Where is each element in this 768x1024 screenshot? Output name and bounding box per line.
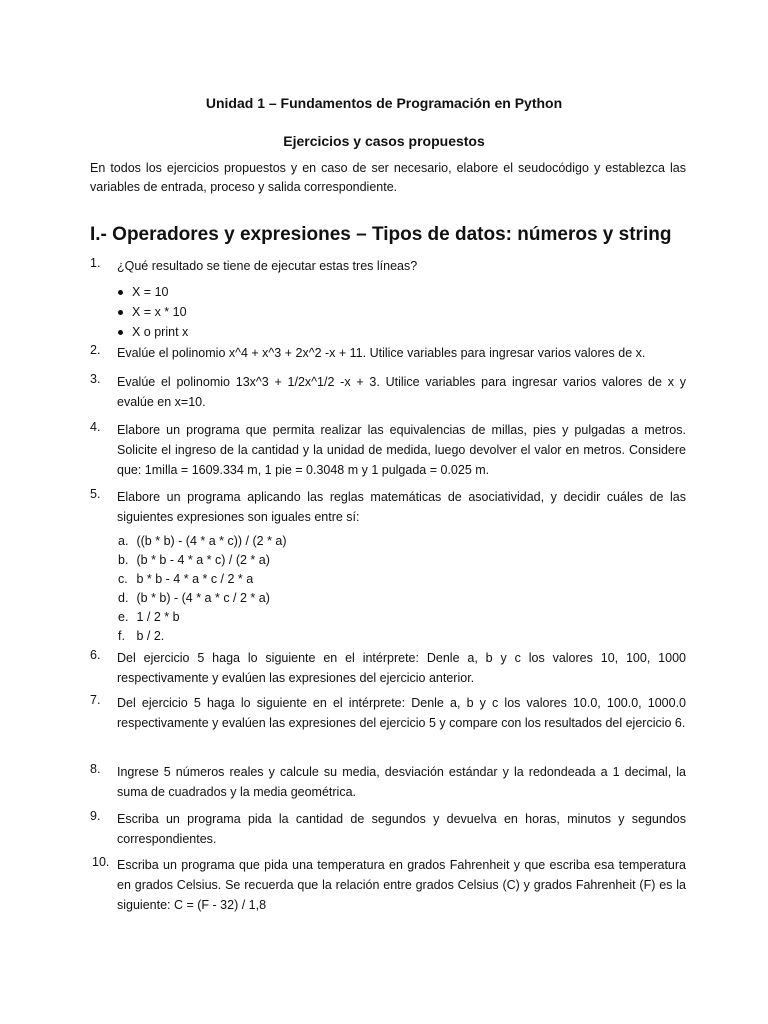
sub-item-label: a. — [118, 534, 129, 548]
item-number: 5. — [90, 487, 101, 501]
sub-item-label: e. — [118, 610, 129, 624]
sub-item-label: c. — [118, 572, 128, 586]
intro-paragraph: En todos los ejercicios propuestos y en caso de ser necesario, elabore el seudocódigo y establezca las variables de entrada, proceso y salida correspondiente. — [90, 161, 686, 194]
bullet-item — [118, 285, 169, 299]
bullet-text: X = x * 10 — [132, 305, 187, 319]
item-text: Del ejercicio 5 haga lo siguiente en el intérprete: Denle a, b y c los valores 10, 100, 1000 respectivamente y evalúen las expresiones del ejercicio anterior. — [117, 651, 686, 685]
bullet-item — [118, 325, 188, 339]
item-text: Escriba un programa que pida una temperatura en grados Fahrenheit y que escriba esa temperatura en grados Celsius. Se recuerda que la relación entre grados Celsius (C) y grados Fahrenheit (F) es la siguiente: C = (F - 32) / 1,8 — [117, 858, 686, 912]
bullet-icon — [118, 290, 123, 295]
item-number: 1. — [90, 256, 101, 270]
sub-item — [118, 629, 164, 643]
sub-item — [118, 534, 287, 548]
item-text: Evalúe el polinomio x^4 + x^3 + 2x^2 -x + 11. Utilice variables para ingresar varios valores de x. — [117, 346, 646, 360]
document-subtitle: Ejercicios y casos propuestos — [283, 133, 485, 149]
sub-item — [118, 591, 270, 605]
sub-item-text: b * b - 4 * a * c / 2 * a — [136, 572, 254, 586]
item-text: ¿Qué resultado se tiene de ejecutar estas tres líneas? — [117, 259, 418, 273]
bullet-icon — [118, 330, 123, 335]
section-heading: I.- Operadores y expresiones – Tipos de datos: números y string — [90, 224, 672, 245]
item-number: 7. — [90, 693, 101, 707]
sub-item-text: (b * b) - (4 * a * c / 2 * a) — [136, 591, 270, 605]
item-text: Evalúe el polinomio 13x^3 + 1/2x^1/2 -x + 3. Utilice variables para ingresar varios valores de x y evalúe en x=10. — [117, 375, 686, 409]
sub-item — [118, 572, 253, 586]
bullet-text: X o print x — [132, 325, 189, 339]
document-title: Unidad 1 – Fundamentos de Programación en Python — [205, 95, 563, 111]
sub-item-text: b / 2. — [136, 629, 165, 643]
sub-item-text: (b * b - 4 * a * c) / (2 * a) — [136, 553, 270, 567]
sub-item-text: 1 / 2 * b — [136, 610, 180, 624]
item-text: Elabore un programa que permita realizar las equivalencias de millas, pies y pulgadas a metros. Solicite el ingreso de la cantidad y la unidad de medida, luego devolver el valor en metros. Considere que: 1milla = 1609.334 m, 1 pie = 0.3048 m y 1 pulgada = 0.025 m. — [117, 423, 686, 477]
sub-item-label: d. — [118, 591, 129, 605]
item-text: Del ejercicio 5 haga lo siguiente en el intérprete: Denle a, b y c los valores 10.0, 100.0, 1000.0 respectivamente y evalúen las expresiones del ejercicio 5 y compare con los resultados del ejercicio 6. — [117, 696, 686, 730]
item-number: 8. — [90, 762, 101, 776]
bullet-icon — [118, 310, 123, 315]
sub-item-text: ((b * b) - (4 * a * c)) / (2 * a) — [136, 534, 287, 548]
sub-item — [118, 553, 270, 567]
item-number: 6. — [90, 648, 101, 662]
item-number: 3. — [90, 372, 101, 386]
item-text: Ingrese 5 números reales y calcule su media, desviación estándar y la redondeada a 1 decimal, la suma de cuadrados y la media geométrica. — [117, 765, 686, 799]
item-number: 10. — [92, 855, 110, 869]
item-text: Elabore un programa aplicando las reglas matemáticas de asociatividad, y decidir cuáles de las siguientes expresiones son iguales entre sí: — [117, 490, 686, 524]
item-text: Escriba un programa pida la cantidad de segundos y devuelva en horas, minutos y segundos correspondientes. — [117, 812, 686, 846]
bullet-item — [118, 305, 187, 319]
sub-item-label: f. — [118, 629, 125, 643]
sub-item — [118, 610, 180, 624]
item-number: 9. — [90, 809, 101, 823]
item-number: 4. — [90, 420, 101, 434]
item-number: 2. — [90, 343, 101, 357]
bullet-text: X = 10 — [132, 285, 169, 299]
sub-item-label: b. — [118, 553, 129, 567]
